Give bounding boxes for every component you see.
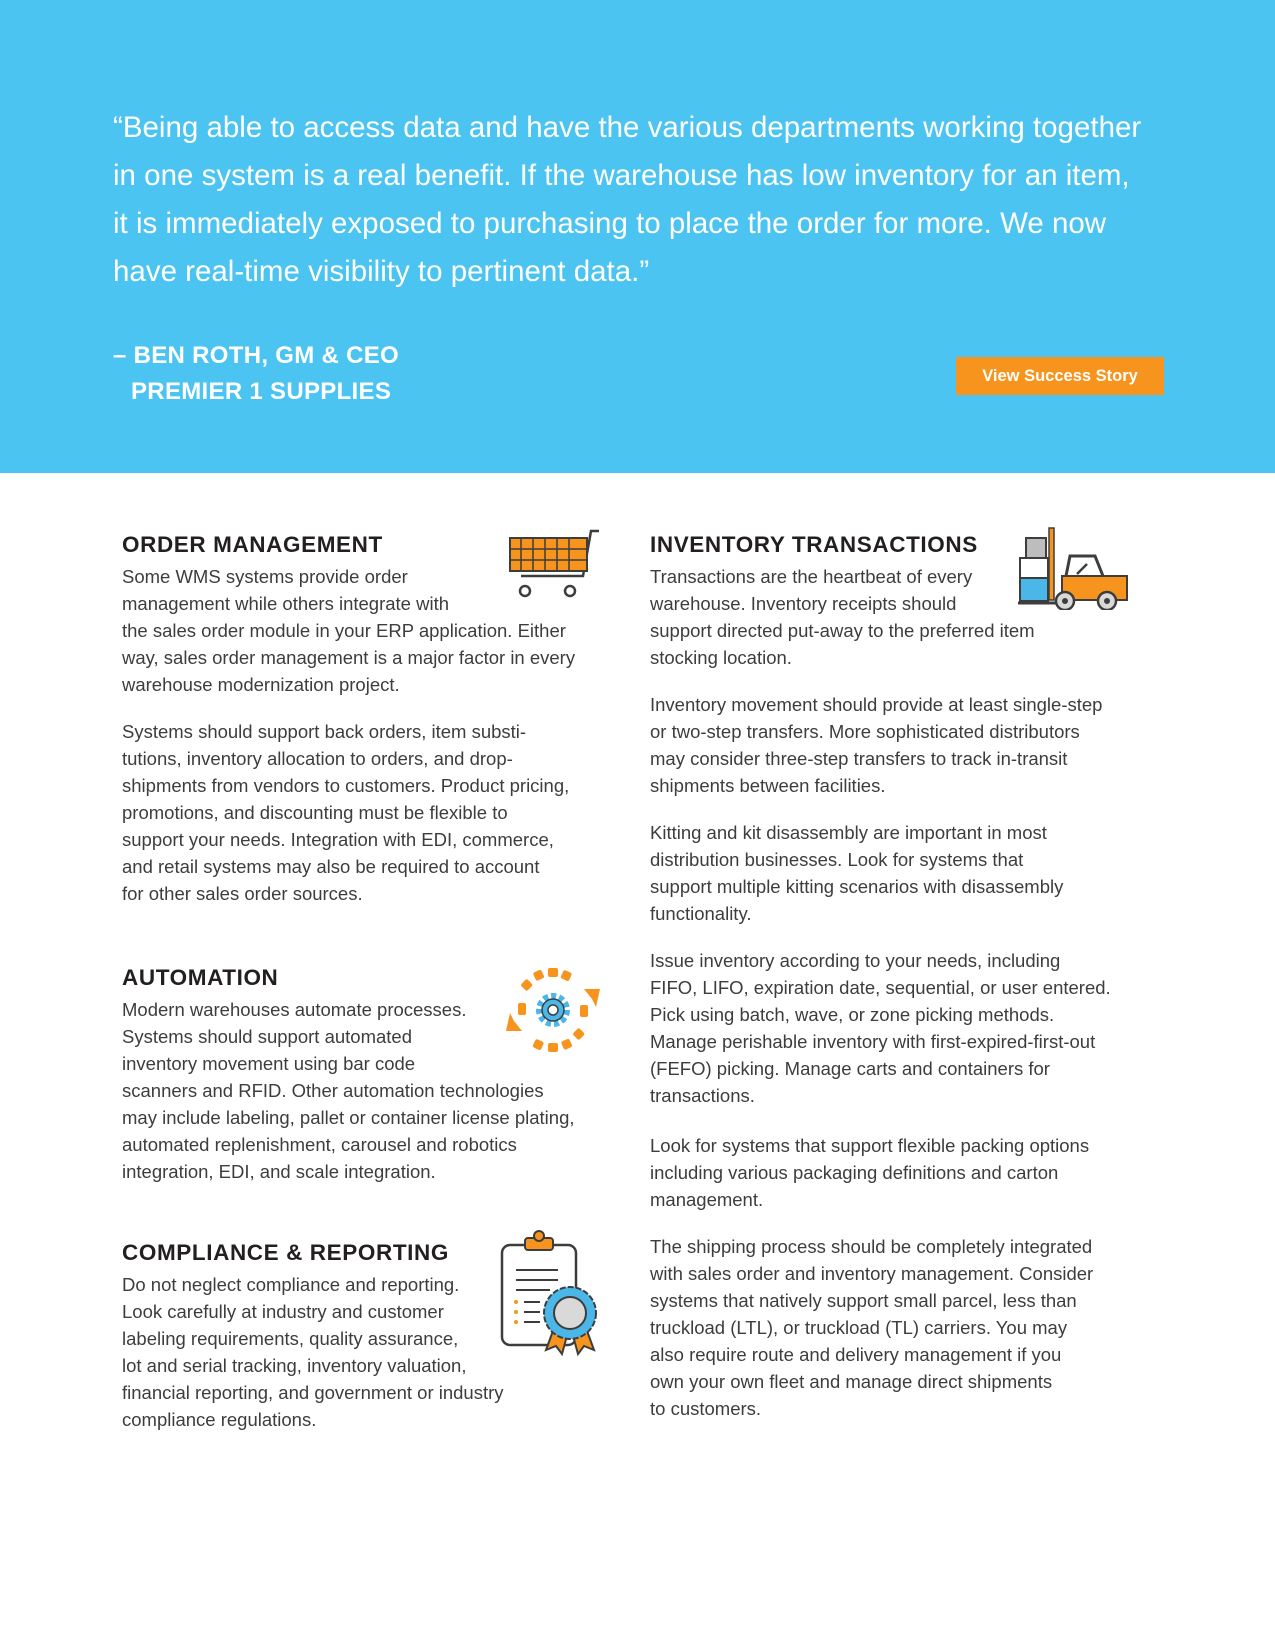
text-line: integration, EDI, and scale integration. [122, 1161, 436, 1182]
inventory-paragraph [650, 1132, 1150, 1213]
text-line: tutions, inventory allocation to orders, and drop- [122, 748, 513, 769]
testimonial-banner [0, 0, 1275, 473]
text-line: Transactions are the heartbeat of every [650, 566, 973, 587]
text-line: Systems should support back orders, item substi- [122, 721, 527, 742]
text-line: shipments from vendors to customers. Product pricing, [122, 775, 570, 796]
text-line: scanners and RFID. Other automation technologies [122, 1080, 544, 1101]
text-line: automated replenishment, carousel and robotics [122, 1134, 517, 1155]
inventory-paragraph [650, 691, 1150, 799]
text-line: support directed put-away to the preferred item [650, 620, 1035, 641]
text-line: Inventory movement should provide at least single-step [650, 694, 1103, 715]
text-line: Do not neglect compliance and reporting. [122, 1274, 460, 1295]
text-line: may include labeling, pallet or container license plating, [122, 1107, 575, 1128]
text-line: shipments between facilities. [650, 775, 886, 796]
attribution-company: PREMIER 1 SUPPLIES [131, 378, 392, 405]
text-line: may consider three-step transfers to track in-transit [650, 748, 1068, 769]
text-line: Modern warehouses automate processes. [122, 999, 467, 1020]
text-line: Issue inventory according to your needs, including [650, 950, 1061, 971]
text-line: to customers. [650, 1398, 762, 1419]
text-line: own your own fleet and manage direct shipments [650, 1371, 1053, 1392]
text-line: warehouse modernization project. [122, 674, 400, 695]
compliance-heading: COMPLIANCE & REPORTING [122, 1240, 449, 1265]
text-line: including various packaging definitions and carton [650, 1162, 1059, 1183]
text-line: financial reporting, and government or industry [122, 1382, 504, 1403]
text-line: systems that natively support small parcel, less than [650, 1290, 1077, 1311]
inventory-transactions-heading: INVENTORY TRANSACTIONS [650, 532, 978, 557]
gear-cycle-icon [500, 963, 606, 1057]
order-management-heading: ORDER MANAGEMENT [122, 532, 383, 557]
automation-heading: AUTOMATION [122, 965, 279, 990]
text-line: inventory movement using bar code [122, 1053, 416, 1074]
text-line: support your needs. Integration with EDI, commerce, [122, 829, 554, 850]
quote-line: in one system is a real benefit. If the warehouse has low inventory for an item, [113, 159, 1130, 192]
text-line: support multiple kitting scenarios with disassembly [650, 876, 1064, 897]
text-line: and retail systems may also be required to account [122, 856, 540, 877]
text-line: Look carefully at industry and customer [122, 1301, 444, 1322]
text-line: labeling requirements, quality assurance, [122, 1328, 459, 1349]
inventory-paragraph [650, 819, 1150, 927]
text-line: transactions. [650, 1085, 755, 1106]
text-line: Some WMS systems provide order [122, 566, 408, 587]
text-line: the sales order module in your ERP application. Either [122, 620, 566, 641]
text-line: Systems should support automated [122, 1026, 412, 1047]
forklift-icon [1015, 526, 1133, 610]
text-line: Pick using batch, wave, or zone picking methods. [650, 1004, 1055, 1025]
text-line: management. [650, 1189, 764, 1210]
text-line: way, sales order management is a major factor in every [122, 647, 576, 668]
text-line: Kitting and kit disassembly are important in most [650, 822, 1047, 843]
text-line: lot and serial tracking, inventory valuation, [122, 1355, 467, 1376]
text-line: functionality. [650, 903, 752, 924]
inventory-paragraph [650, 947, 1150, 1109]
testimonial-quote [113, 104, 1173, 296]
text-line: distribution businesses. Look for systems that [650, 849, 1024, 870]
quote-line: it is immediately exposed to purchasing to place the order for more. We now [113, 207, 1107, 240]
clipboard-badge-icon [498, 1228, 608, 1358]
inventory-paragraph [650, 1233, 1150, 1422]
text-line: management while others integrate with [122, 593, 450, 614]
text-line: FIFO, LIFO, expiration date, sequential, or user entered. [650, 977, 1111, 998]
text-line: promotions, and discounting must be flexible to [122, 802, 508, 823]
text-line: compliance regulations. [122, 1409, 317, 1430]
text-line: Look for systems that support flexible packing options [650, 1135, 1090, 1156]
quote-line: “Being able to access data and have the various departments working together [113, 111, 1142, 144]
text-line: warehouse. Inventory receipts should [650, 593, 957, 614]
text-line: for other sales order sources. [122, 883, 363, 904]
attribution-name: – BEN ROTH, GM & CEO [113, 342, 400, 369]
text-line: (FEFO) picking. Manage carts and containers for [650, 1058, 1050, 1079]
shopping-cart-icon [503, 526, 603, 601]
quote-line: have real-time visibility to pertinent data.” [113, 255, 650, 288]
inventory-transactions-section [650, 530, 1150, 1442]
text-line: The shipping process should be completely integrated [650, 1236, 1093, 1257]
text-line: or two-step transfers. More sophisticated distributors [650, 721, 1080, 742]
text-line: also require route and delivery management if you [650, 1344, 1062, 1365]
text-line: truckload (LTL), or truckload (TL) carriers. You may [650, 1317, 1068, 1338]
quote-attribution [113, 338, 399, 410]
view-success-story-button[interactable]: View Success Story [956, 357, 1164, 395]
order-management-paragraph [122, 718, 612, 907]
text-line: stocking location. [650, 647, 792, 668]
text-line: with sales order and inventory management. Consider [650, 1263, 1094, 1284]
text-line: Manage perishable inventory with first-expired-first-out [650, 1031, 1096, 1052]
